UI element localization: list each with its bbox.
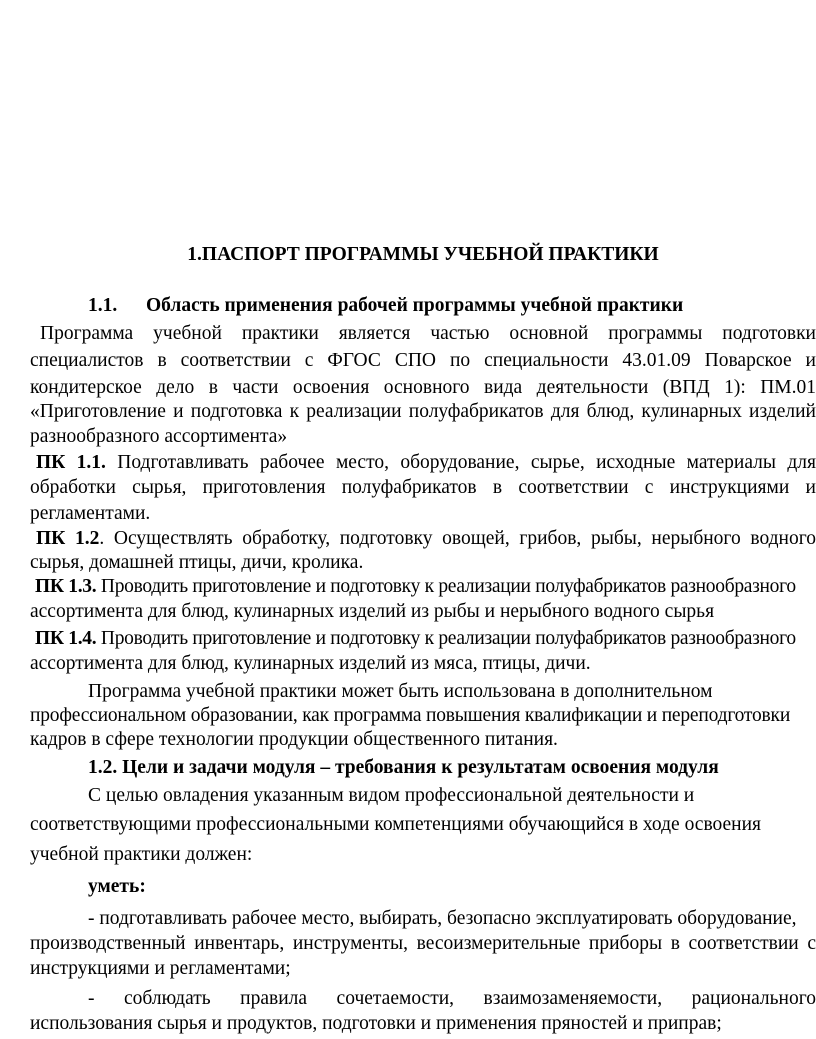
- competency-code: ПК 1.3.: [35, 576, 97, 597]
- paragraph-line: учебной практики должен:: [30, 844, 253, 865]
- skill-item: - подготавливать рабочее место, выбирать, безопасно эксплуатировать оборудование,: [88, 908, 797, 929]
- competency-line: сырья, домашней птицы, дичи, кролика.: [30, 552, 364, 573]
- paragraph-line: специалистов в соответствии с ФГОС СПО по специальности 43.01.09 Поварское и: [30, 350, 816, 371]
- section-heading: 1.2. Цели и задачи модуля – требования к результатам освоения модуля: [88, 757, 719, 778]
- skill-line: производственный инвентарь, инструменты, весоизмерительные приборы в соответствии с: [30, 933, 816, 954]
- skill-item: - соблюдать правила сочетаемости, взаимозаменяемости, рационального: [88, 988, 816, 1009]
- paragraph-line: соответствующими профессиональными компетенциями обучающийся в ходе освоения: [30, 814, 762, 835]
- competency-line: ПК 1.4. Проводить приготовление и подготовку к реализации полуфабрикатов разнообразного: [35, 628, 796, 649]
- skill-line: использования сырья и продуктов, подготовки и применения пряностей и приправ;: [30, 1013, 722, 1034]
- page-title: 1.ПАСПОРТ ПРОГРАММЫ УЧЕБНОЙ ПРАКТИКИ: [187, 244, 659, 265]
- competency-line: ассортимента для блюд, кулинарных изделий из мяса, птицы, дичи.: [30, 653, 591, 674]
- competency-line: обработки сырья, приготовления полуфабрикатов в соответствии с инструкциями и: [30, 477, 816, 498]
- skills-label: уметь:: [88, 876, 146, 897]
- paragraph-line: профессиональном образовании, как программа повышения квалификации и переподготовки: [30, 705, 791, 726]
- section-number: 1.1.: [88, 295, 118, 316]
- paragraph-line: Программа учебной практики может быть использована в дополнительном: [88, 681, 713, 702]
- paragraph-line: Программа учебной практики является частью основной программы подготовки: [40, 323, 816, 344]
- section-heading: Область применения рабочей программы учебной практики: [146, 295, 684, 316]
- document-page: [30, 0, 816, 1039]
- paragraph-line: С целью овладения указанным видом профессиональной деятельности и: [88, 785, 695, 806]
- competency-code: ПК 1.1.: [36, 452, 106, 473]
- competency-code: ПК 1.2: [36, 528, 100, 549]
- competency-line: регламентами.: [30, 503, 151, 524]
- paragraph-line: «Приготовление и подготовка к реализации полуфабрикатов для блюд, кулинарных изделий: [30, 401, 816, 422]
- competency-line: ассортимента для блюд, кулинарных изделий из рыбы и нерыбного водного сырья: [30, 601, 715, 622]
- competency-line: ПК 1.2. Осуществлять обработку, подготовку овощей, грибов, рыбы, нерыбного водного: [36, 528, 816, 549]
- paragraph-line: разнообразного ассортимента»: [30, 426, 288, 447]
- competency-line: ПК 1.1. Подготавливать рабочее место, оборудование, сырье, исходные материалы для: [36, 452, 816, 473]
- competency-line: ПК 1.3. Проводить приготовление и подготовку к реализации полуфабрикатов разнообразного: [35, 576, 796, 597]
- paragraph-line: кадров в сфере технологии продукции общественного питания.: [30, 729, 558, 750]
- paragraph-line: кондитерское дело в части освоения основного вида деятельности (ВПД 1): ПМ.01: [30, 377, 816, 398]
- competency-code: ПК 1.4.: [35, 628, 97, 649]
- skill-line: инструкциями и регламентами;: [30, 958, 291, 979]
